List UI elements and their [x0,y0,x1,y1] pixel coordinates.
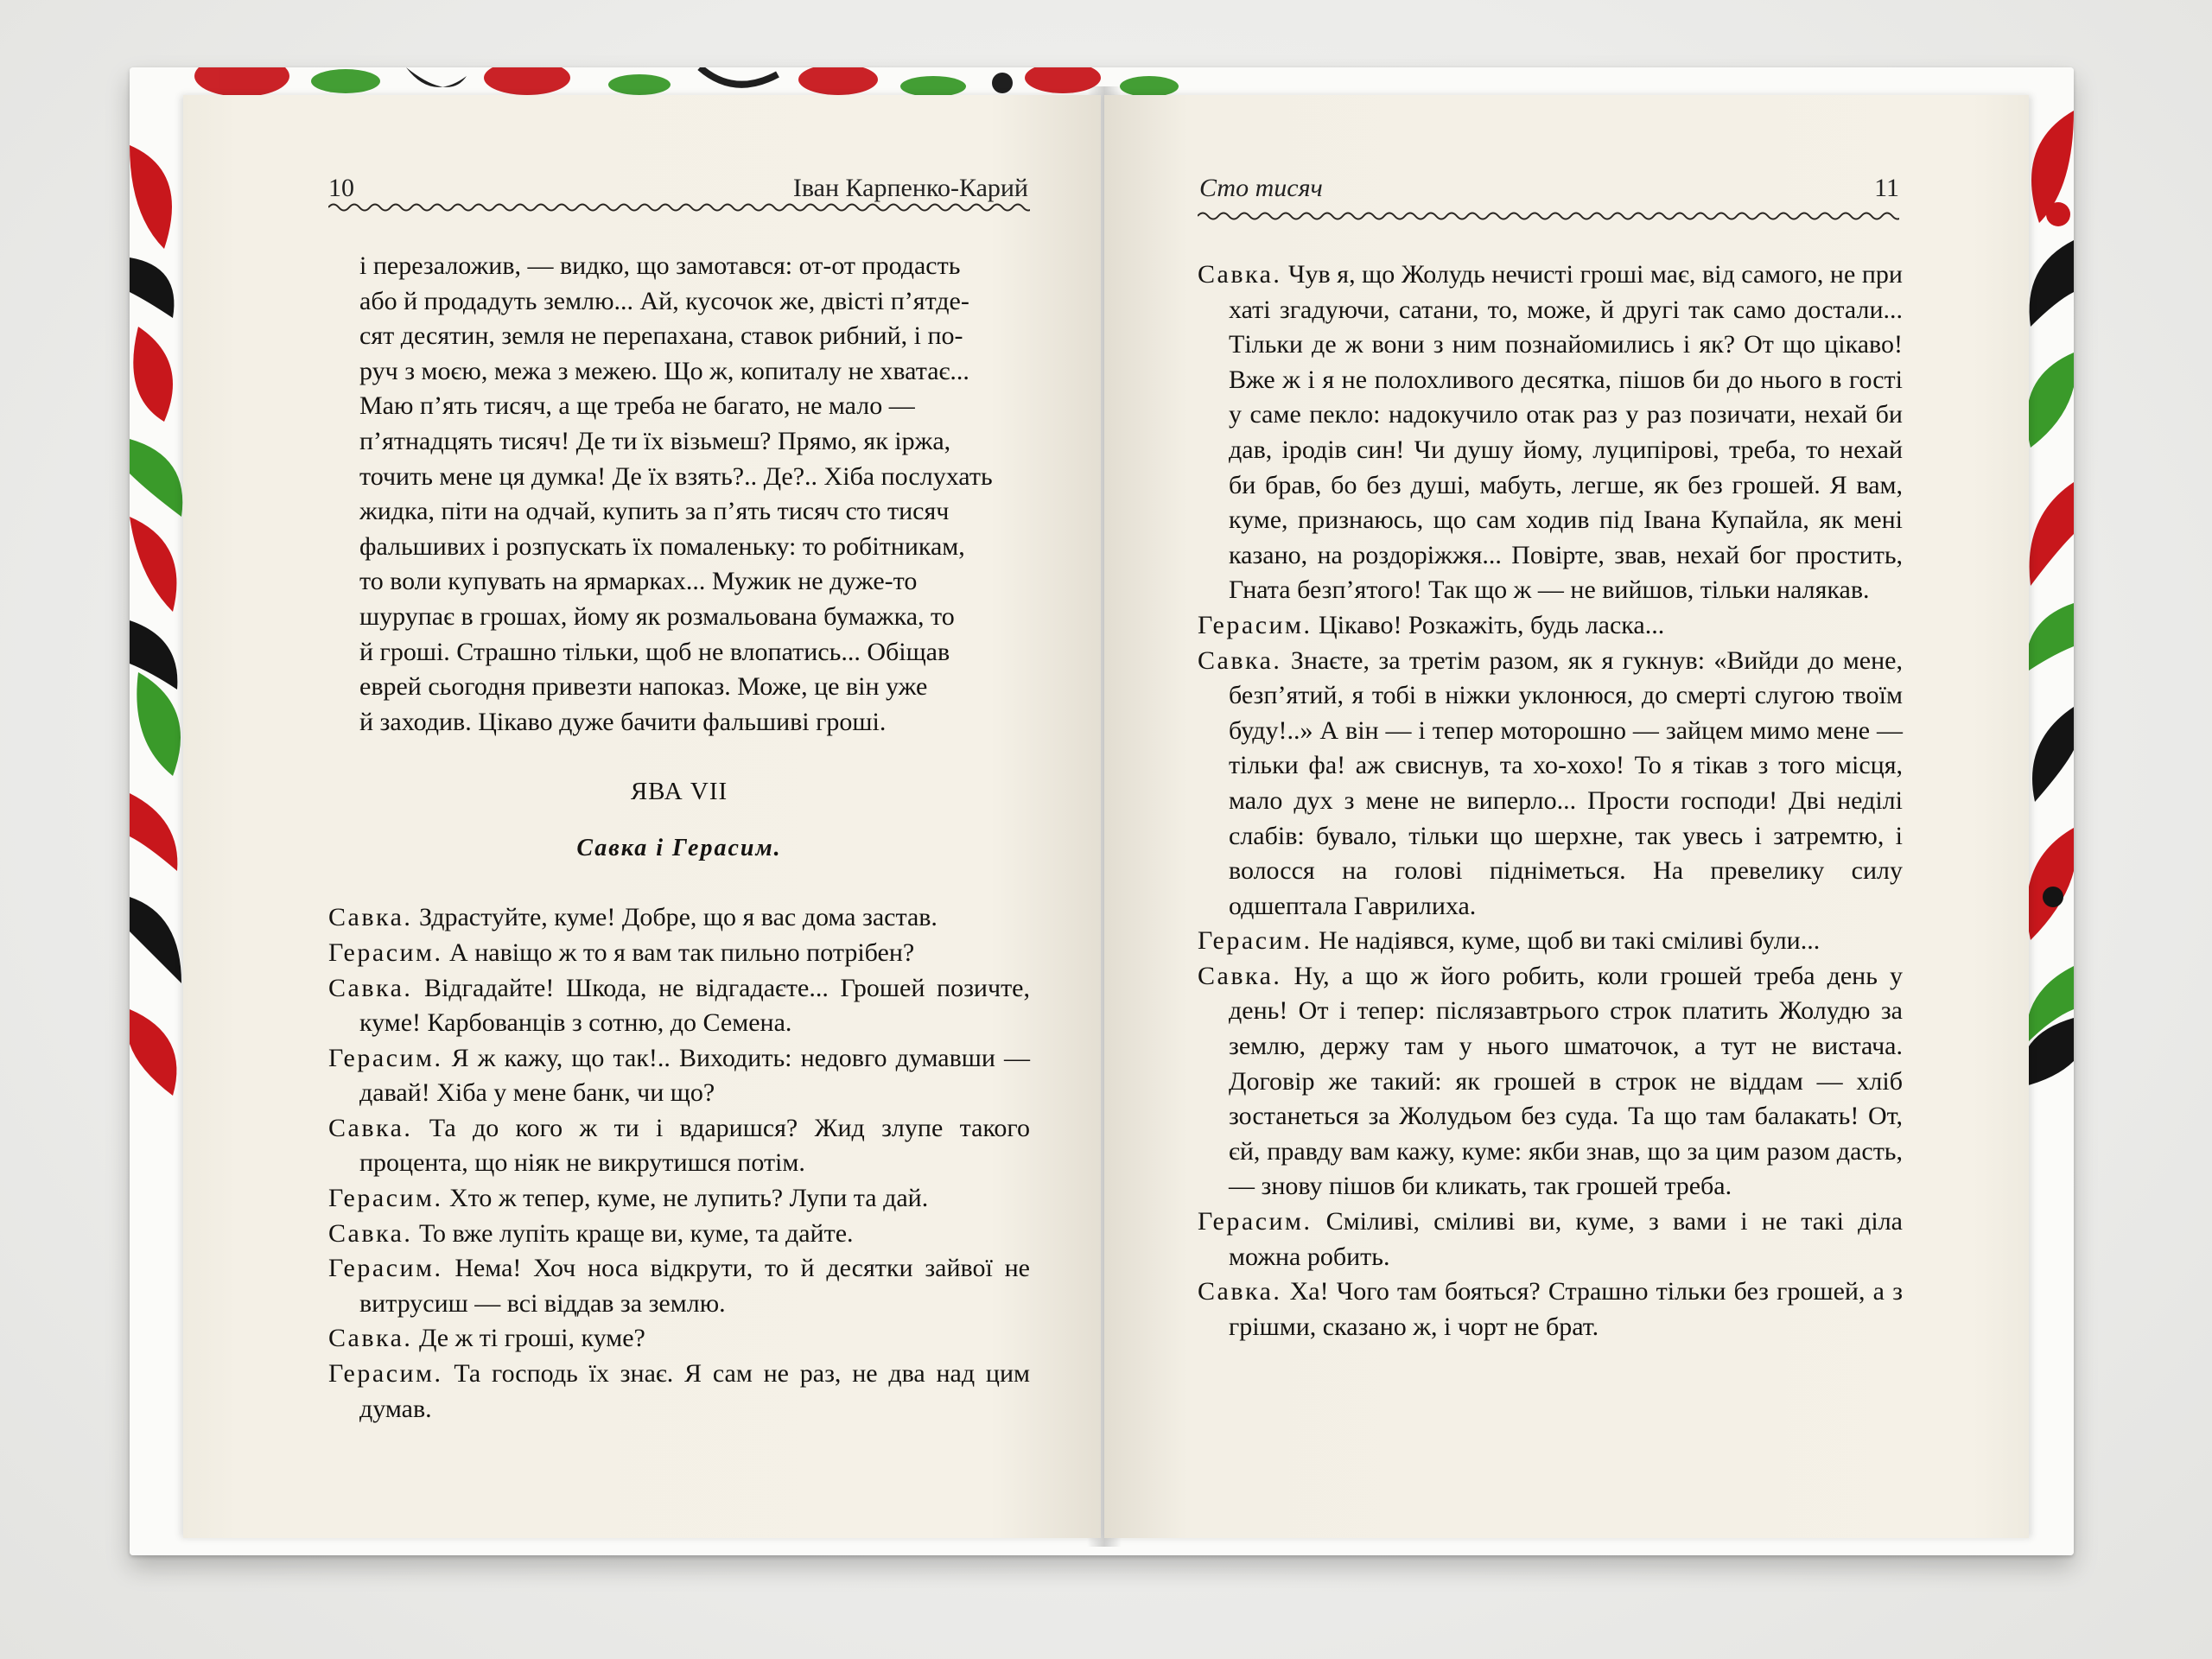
right-wavy-rule [1198,209,1899,223]
speech-text: Здрастуйте, куме! Добре, що я вас дома застав. [412,903,938,932]
speaker-name: Герасим. [328,1184,443,1213]
speaker-name: Герасим. [328,938,443,967]
speech-text: Цікаво! Розкажіть, будь ласка... [1312,610,1665,639]
text-line: і перезаложив, — видко, що замотався: от-от продасть [359,251,961,280]
text-line: фальшивих і розпускать їх помаленьку: то робітникам, [359,531,965,561]
text-line: або й продадуть землю... Ай, кусочок же, двісті п’ятде- [359,286,969,315]
dialogue-line [328,1357,1030,1427]
text-line: п’ятнадцять тисяч! Де ти їх візьмеш? Прямо, як іржа, [359,426,951,455]
speech-text: Та господь їх знає. Я сам не раз, не два над цим думав. [359,1359,1030,1423]
speech-text: То вже лупіть краще ви, куме, та дайте. [412,1218,854,1248]
left-wavy-rule [328,200,1030,214]
speaker-name: Савка. [1198,645,1282,675]
speaker-name: Савка. [1198,260,1282,289]
speech-text: Ха! Чого там бояться? Страшно тільки без грошей, а з грішми, сказано ж, і чорт не брат. [1229,1277,1903,1341]
speech-text: Та до кого ж ти і вдаришся? Жид злупе такого процента, що ніяк не викрутишся потім. [359,1113,1030,1178]
dialogue-line [328,1181,1030,1217]
dialogue-line [328,1217,1030,1252]
dialogue-line [328,1251,1030,1321]
left-page-number: 10 [328,174,354,202]
right-page-number: 11 [1874,174,1899,202]
dialogue-line [328,900,1030,936]
dialogue-line [328,1111,1030,1181]
text-line: й заходив. Цікаво дуже бачити фальшиві гроші. [359,707,887,736]
speech-text: Я ж кажу, що так!.. Виходить: недовго думавши — давай! Хіба у мене банк, чи що? [359,1043,1030,1108]
speech-text: Знаєте, за третім разом, як я гукнув: «Вийди до мене, безп’ятий, я тобі в ніжки уклонюся, до смерті слугою твоїм буду!..» А він — і тепер моторошно — зайцем мимо мене — тільки фа! аж свиснув, та хо-хохо! То я тікав з того місця, мало дух з мене не виперло... Прости господи! Дві неділі слабів: бувало, тільки що шерхне, так увесь і затремтю, і волосся на голові підніметься. На превелику силу одшептала Гаврилиха. [1229,645,1903,920]
text-line: й гроші. Страшно тільки, щоб не влопатись... Обіщав [359,637,950,666]
speaker-name: Герасим. [328,1359,443,1389]
dialogue-line [1198,1205,1903,1274]
dialogue-line [1198,608,1903,644]
speech-text: Відгадайте! Шкода, не відгадаєте... Грошей позичте, куме! Карбованців з сотню, до Семена. [359,973,1030,1038]
text-line: жидка, піти на одчай, купить за п’ять тисяч сто тисяч [359,497,950,526]
speaker-name: Савка. [328,1324,413,1353]
dialogue-line [328,1041,1030,1111]
speech-text: Хто ж тепер, куме, не лупить? Лупи та дай. [442,1184,929,1213]
speaker-name: Герасим. [1198,610,1313,639]
left-page [183,95,1101,1538]
right-page-text [1198,257,1903,1344]
speech-text: Сміливі, сміливі ви, куме, з вами і не такі діла можна робить. [1229,1207,1903,1271]
speech-text: Чув я, що Жолудь нечисті гроші має, від самого, не при хаті згадуючи, сатани, то, може, й другі так само достали... Тільки де ж вони з ним познайомились і як? От що цікаво! Вже ж і я не полохливого десятка, пішов би до нього в гості у саме пекло: надокучило отак раз у раз позичати, нехай би дав, іродів син! Чи душу йому, луципірові, треба, то нехай би брав, бо без душі, мабуть, легше, як без грошей. Я вам, куме, признаюсь, що сам ходив під Івана Купайла, як мені казано, на роздоріжжя... Повірте, звав, нехай бог простить, Гната безп’ятого! Так що ж — не вийшов, тільки налякав. [1229,260,1903,605]
text-line: шурупає в грошах, йому як розмальована бумажка, то [359,601,955,631]
speech-text: Де ж ті гроші, куме? [412,1324,645,1353]
speaker-name: Герасим. [328,1254,443,1283]
dialogue-line [1198,959,1903,1205]
dialogue-line [1198,924,1903,959]
left-page-text [328,249,1030,1427]
speaker-name: Савка. [1198,961,1282,990]
dialogue-line [328,1321,1030,1357]
speaker-name: Савка. [328,1113,413,1142]
speaker-name: Савка. [328,973,413,1002]
scene-title: ЯВА VII [630,778,728,806]
speaker-name: Савка. [1198,1277,1282,1306]
text-line: то воли купувать на ярмарках... Мужик не дуже-то [359,567,918,596]
speech-text: Не надіявся, куме, щоб ви такі сміливі були... [1312,926,1821,956]
right-running-title: Сто тисяч [1199,174,1323,202]
speaker-name: Савка. [328,1218,413,1248]
dialogue-line [1198,257,1903,608]
text-line: еврей сьогодня привезти напоказ. Може, це він уже [359,672,928,702]
dialogue-line [328,971,1030,1041]
speaker-name: Герасим. [1198,1207,1313,1236]
dialogue-line [1198,644,1903,925]
speaker-name: Герасим. [328,1043,443,1072]
speech-text: А навіщо ж то я вам так пильно потрібен? [442,938,915,967]
monologue-paragraph [328,249,1030,740]
text-line: сят десятин, земля не перепахана, ставок рибний, і по- [359,321,963,351]
dialogue-line [1198,1274,1903,1344]
text-line: точить мене ця думка! Де їх взять?.. Де?.. Хіба послухать [359,461,993,491]
scene-cast: Савка і Герасим. [576,835,782,862]
speech-text: Нема! Хоч носа відкрути, то й десятки зайвої не витрусиш — всі віддав за землю. [359,1254,1030,1318]
text-line: Маю п’ять тисяч, а ще треба не багато, не мало — [359,391,915,421]
left-running-title: Іван Карпенко-Карий [792,174,1028,202]
speaker-name: Герасим. [1198,926,1313,956]
speech-text: Ну, а що ж його робить, коли грошей треба день у день! От і тепер: післязавтрього строк платить Жолудю за землю, держу там у нього шматочок, а тут не вистача. Договір же такий: як грошей в строк не віддам — хліб зостанеться за Жолудьом без суда. Та що там балакать! От, єй, правду вам кажу, куме: якби знав, що за цим разом дасть, — знову пішов би кликать, так грошей треба. [1229,961,1903,1201]
dialogue-line [328,936,1030,971]
text-line: руч з моєю, межа з межею. Що ж, копиталу не хватає... [359,356,969,385]
speaker-name: Савка. [328,903,413,932]
right-page [1104,95,2029,1538]
